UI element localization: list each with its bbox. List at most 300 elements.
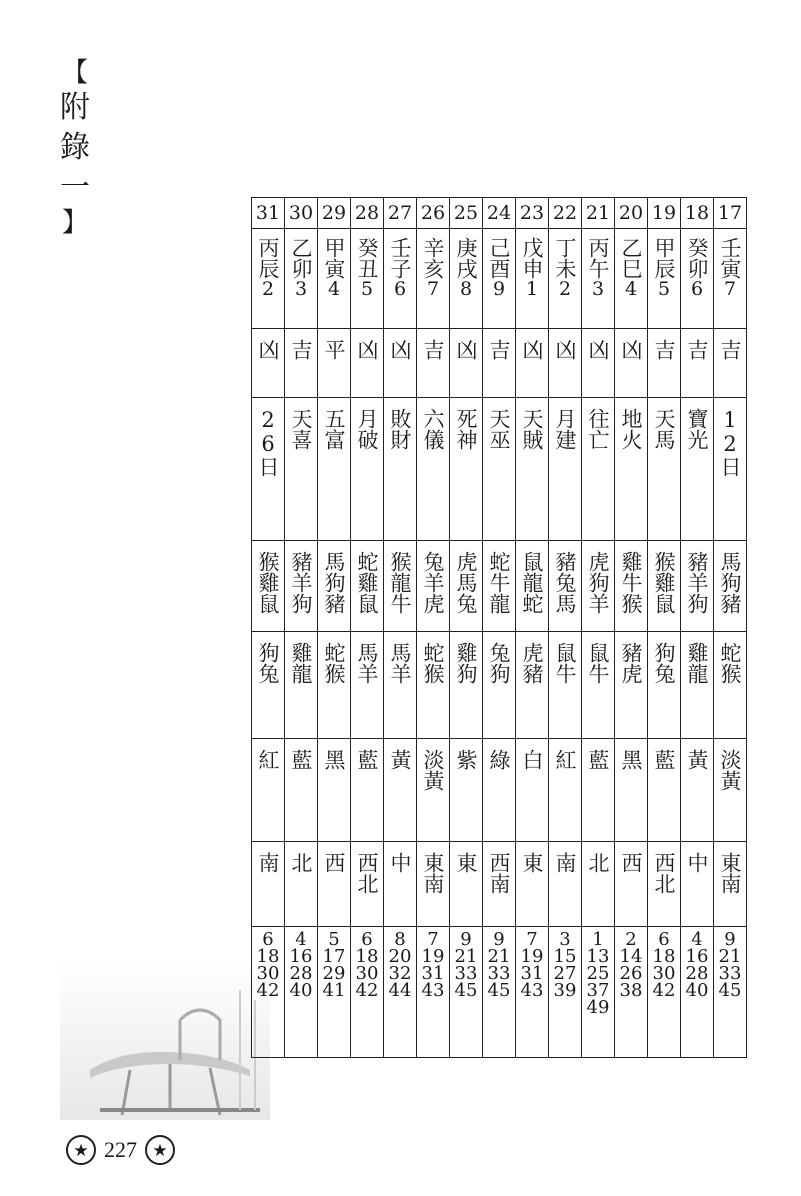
title-char-fu: 附	[60, 90, 90, 125]
numbers-cell	[252, 927, 285, 1058]
ganzhi-cell	[615, 229, 648, 329]
deity-cell	[252, 398, 285, 541]
lucky-number: 16	[289, 946, 313, 967]
zodiac-cell	[714, 541, 747, 632]
zodiac-text: 雞龍	[685, 642, 709, 684]
zodiac-cell	[417, 541, 450, 632]
zodiac-cell	[681, 632, 714, 739]
deity-cell	[648, 398, 681, 541]
ganzhi-number: 6	[393, 278, 407, 300]
direction-cell	[516, 842, 549, 927]
day-number: 23	[519, 202, 545, 224]
day-cell	[351, 198, 384, 229]
lucky-number: 25	[586, 963, 610, 984]
ganzhi-text: 乙巳	[619, 237, 643, 279]
ganzhi-number: 5	[657, 278, 671, 300]
zodiac-text: 猴雞鼠	[256, 551, 280, 614]
deity-text: 月建	[553, 408, 577, 450]
direction-text: 中	[685, 852, 709, 873]
day-cell	[252, 198, 285, 229]
color-cell	[450, 739, 483, 842]
color-text: 黃	[685, 749, 709, 770]
lucky-number: 13	[586, 946, 610, 967]
lucky-number: 29	[322, 963, 346, 984]
deity-cell	[582, 398, 615, 541]
numbers-cell	[582, 927, 615, 1058]
lucky-number: 21	[718, 946, 742, 967]
zodiac-text: 馬羊	[388, 642, 412, 684]
lucky-number: 18	[652, 946, 676, 967]
deity-text: 天巫	[487, 408, 511, 450]
fortune-text: 凶	[256, 339, 280, 360]
zodiac-text: 馬狗豬	[322, 551, 346, 614]
deity-cell	[318, 398, 351, 541]
ganzhi-cell	[516, 229, 549, 329]
ganzhi-number: 9	[492, 278, 506, 300]
day-number: 31	[255, 202, 281, 224]
numbers-cell	[681, 927, 714, 1058]
lucky-number: 4	[295, 929, 307, 950]
fortune-text: 凶	[388, 339, 412, 360]
page-footer	[66, 1134, 175, 1166]
color-text: 藍	[652, 749, 676, 770]
direction-cell	[648, 842, 681, 927]
lucky-number: 4	[691, 929, 703, 950]
day-cell	[681, 198, 714, 229]
day-cell	[384, 198, 417, 229]
deity-cell	[285, 398, 318, 541]
zodiac-text: 雞狗	[454, 642, 478, 684]
day-number: 29	[321, 202, 347, 224]
day-number: 22	[552, 202, 578, 224]
ganzhi-cell	[285, 229, 318, 329]
color-cell	[714, 739, 747, 842]
zodiac-text: 雞龍	[289, 642, 313, 684]
lucky-number: 32	[388, 963, 412, 984]
direction-cell	[351, 842, 384, 927]
ganzhi-cell	[582, 229, 615, 329]
lucky-number: 3	[559, 929, 571, 950]
zodiac-cell	[582, 632, 615, 739]
title-char-lu: 錄	[60, 130, 90, 165]
direction-text: 東南	[718, 852, 742, 894]
lucky-number: 15	[553, 946, 577, 967]
day-number: 27	[387, 202, 413, 224]
ganzhi-text: 辛亥	[421, 237, 445, 279]
day-number: 19	[651, 202, 677, 224]
direction-cell	[549, 842, 582, 927]
day-cell	[648, 198, 681, 229]
lucky-number: 31	[421, 963, 445, 984]
lucky-number: 9	[724, 929, 736, 950]
direction-cell	[285, 842, 318, 927]
zodiac-text: 馬狗豬	[718, 551, 742, 614]
deity-cell	[483, 398, 516, 541]
lucky-number: 28	[685, 963, 709, 984]
color-cell	[384, 739, 417, 842]
zodiac-cell	[582, 541, 615, 632]
fortune-text: 吉	[487, 339, 511, 360]
ganzhi-text: 甲寅	[322, 237, 346, 279]
color-text: 白	[520, 749, 544, 770]
lucky-number: 45	[718, 980, 742, 1001]
fortune-cell	[681, 329, 714, 398]
zodiac-cell	[450, 541, 483, 632]
lucky-number: 19	[421, 946, 445, 967]
fortune-text: 凶	[586, 339, 610, 360]
day-number-row	[252, 198, 747, 229]
ganzhi-text: 癸卯	[685, 237, 709, 279]
deity-text: 往亡	[586, 408, 610, 450]
deity-cell	[714, 398, 747, 541]
direction-row	[252, 842, 747, 927]
color-cell	[648, 739, 681, 842]
numbers-cell	[648, 927, 681, 1058]
numbers-cell	[615, 927, 648, 1058]
fortune-cell	[549, 329, 582, 398]
ganzhi-cell	[549, 229, 582, 329]
ganzhi-cell	[318, 229, 351, 329]
color-cell	[516, 739, 549, 842]
lucky-number: 6	[658, 929, 670, 950]
direction-text: 南	[256, 852, 280, 873]
star-icon: ★	[145, 1135, 175, 1165]
deity-text: 月破	[355, 408, 379, 450]
color-text: 綠	[487, 749, 511, 770]
deity-cell	[384, 398, 417, 541]
direction-text: 北	[289, 852, 313, 873]
deity-text: 天馬	[652, 408, 676, 450]
zodiac-text: 猴雞鼠	[652, 551, 676, 614]
numbers-cell	[549, 927, 582, 1058]
direction-text: 西	[322, 852, 346, 873]
color-text: 黑	[322, 749, 346, 770]
lucky-number: 6	[361, 929, 373, 950]
lucky-number: 1	[592, 929, 604, 950]
color-text: 黑	[619, 749, 643, 770]
color-text: 淡黃	[421, 749, 445, 791]
fortune-cell	[285, 329, 318, 398]
day-number: 20	[618, 202, 644, 224]
lucky-number: 43	[520, 980, 544, 1001]
star-icon: ★	[66, 1135, 96, 1165]
zodiac-cell	[252, 632, 285, 739]
lucky-number: 9	[493, 929, 505, 950]
deity-text: 天喜	[289, 408, 313, 450]
ganzhi-text: 壬寅	[718, 237, 742, 279]
numbers-cell	[384, 927, 417, 1058]
day-cell	[582, 198, 615, 229]
fortune-text: 吉	[421, 339, 445, 360]
direction-text: 中	[388, 852, 412, 873]
ganzhi-number: 4	[624, 278, 638, 300]
color-cell	[285, 739, 318, 842]
day-number: 17	[717, 202, 743, 224]
ganzhi-number: 6	[690, 278, 704, 300]
numbers-cell	[285, 927, 318, 1058]
color-cell	[252, 739, 285, 842]
zodiac-text: 蛇猴	[421, 642, 445, 684]
lucky-number: 16	[685, 946, 709, 967]
day-number: 30	[288, 202, 314, 224]
zodiac-cell	[285, 632, 318, 739]
day-cell	[417, 198, 450, 229]
zodiac-cell	[384, 632, 417, 739]
ganzhi-cell	[252, 229, 285, 329]
direction-text: 西北	[355, 852, 379, 894]
zodiac-cell	[351, 632, 384, 739]
fortune-row	[252, 329, 747, 398]
zodiac-cell	[417, 632, 450, 739]
fortune-text: 凶	[553, 339, 577, 360]
deity-text: 地火	[619, 408, 643, 450]
zodiac-cell	[483, 632, 516, 739]
color-cell	[417, 739, 450, 842]
lucky-number: 44	[388, 980, 412, 1001]
zodiac-text: 虎狗羊	[586, 551, 610, 614]
zodiac-cell	[516, 541, 549, 632]
lucky-number: 8	[394, 929, 406, 950]
lucky-number: 42	[652, 980, 676, 1001]
color-cell	[318, 739, 351, 842]
ganzhi-text: 庚戌	[454, 237, 478, 279]
direction-text: 南	[553, 852, 577, 873]
color-text: 黃	[388, 749, 412, 770]
direction-cell	[318, 842, 351, 927]
fortune-text: 凶	[520, 339, 544, 360]
day-number: 24	[486, 202, 512, 224]
zodiac-text: 猴龍牛	[388, 551, 412, 614]
fortune-cell	[450, 329, 483, 398]
zodiac-cell	[549, 541, 582, 632]
ganzhi-cell	[384, 229, 417, 329]
day-cell	[516, 198, 549, 229]
ganzhi-number: 2	[558, 278, 572, 300]
day-cell	[285, 198, 318, 229]
direction-cell	[582, 842, 615, 927]
fortune-text: 凶	[355, 339, 379, 360]
day-cell	[615, 198, 648, 229]
fortune-cell	[582, 329, 615, 398]
zodiac-text: 虎馬兔	[454, 551, 478, 614]
lucky-number: 28	[289, 963, 313, 984]
color-text: 淡黃	[718, 749, 742, 791]
cafe-scenery-illustration	[60, 960, 270, 1120]
direction-text: 東南	[421, 852, 445, 894]
zodiac-cell	[318, 632, 351, 739]
deity-text: 12日	[718, 408, 742, 477]
color-text: 紅	[256, 749, 280, 770]
deity-text: 天賊	[520, 408, 544, 450]
color-cell	[582, 739, 615, 842]
fortune-text: 吉	[718, 339, 742, 360]
title-char-yi: 一	[60, 170, 90, 205]
lucky-number: 33	[718, 963, 742, 984]
lucky-number: 20	[388, 946, 412, 967]
ganzhi-number: 4	[327, 278, 341, 300]
day-number: 26	[420, 202, 446, 224]
lucky-number: 40	[685, 980, 709, 1001]
deity-text: 敗財	[388, 408, 412, 450]
ganzhi-number: 3	[294, 278, 308, 300]
almanac-table	[251, 197, 747, 1058]
deity-text: 五富	[322, 408, 346, 450]
ganzhi-text: 乙卯	[289, 237, 313, 279]
fortune-cell	[714, 329, 747, 398]
fortune-text: 吉	[289, 339, 313, 360]
lucky-number: 9	[460, 929, 472, 950]
deity-cell	[549, 398, 582, 541]
fortune-cell	[615, 329, 648, 398]
deity-cell	[615, 398, 648, 541]
direction-text: 東	[520, 852, 544, 873]
fortune-cell	[318, 329, 351, 398]
zodiac-cell	[681, 541, 714, 632]
fortune-text: 凶	[454, 339, 478, 360]
zodiac-text: 兔羊虎	[421, 551, 445, 614]
lucky-number: 21	[487, 946, 511, 967]
zodiac-cell	[549, 632, 582, 739]
deity-row	[252, 398, 747, 541]
fortune-cell	[384, 329, 417, 398]
zodiac-text: 狗兔	[652, 642, 676, 684]
numbers-cell	[351, 927, 384, 1058]
lucky-number: 27	[553, 963, 577, 984]
title-bracket-open: 【	[61, 58, 88, 88]
ganzhi-text: 丙辰	[256, 237, 280, 279]
lucky-number: 14	[619, 946, 643, 967]
lucky-number: 33	[454, 963, 478, 984]
ganzhi-text: 甲辰	[652, 237, 676, 279]
day-number: 18	[684, 202, 710, 224]
ganzhi-cell	[648, 229, 681, 329]
direction-cell	[714, 842, 747, 927]
day-cell	[549, 198, 582, 229]
page-number: 227	[104, 1137, 137, 1162]
zodiac-cell	[615, 541, 648, 632]
ganzhi-cell	[417, 229, 450, 329]
ganzhi-text: 戊申	[520, 237, 544, 279]
zodiac-text: 蛇雞鼠	[355, 551, 379, 614]
day-number: 28	[354, 202, 380, 224]
fortune-cell	[417, 329, 450, 398]
zodiac-row-1	[252, 541, 747, 632]
zodiac-cell	[714, 632, 747, 739]
zodiac-text: 豬兔馬	[553, 551, 577, 614]
lucky-number: 30	[355, 963, 379, 984]
zodiac-text: 鼠龍蛇	[520, 551, 544, 614]
zodiac-cell	[318, 541, 351, 632]
direction-cell	[384, 842, 417, 927]
lucky-number: 45	[454, 980, 478, 1001]
zodiac-cell	[384, 541, 417, 632]
numbers-cell	[516, 927, 549, 1058]
lucky-number: 31	[520, 963, 544, 984]
ganzhi-number: 8	[459, 278, 473, 300]
ganzhi-cell	[351, 229, 384, 329]
ganzhi-cell	[483, 229, 516, 329]
ganzhi-cell	[681, 229, 714, 329]
color-text: 紫	[454, 749, 478, 770]
day-cell	[450, 198, 483, 229]
zodiac-cell	[648, 632, 681, 739]
zodiac-text: 雞牛猴	[619, 551, 643, 614]
zodiac-cell	[252, 541, 285, 632]
day-cell	[714, 198, 747, 229]
ganzhi-text: 壬子	[388, 237, 412, 279]
fortune-cell	[483, 329, 516, 398]
zodiac-text: 狗兔	[256, 642, 280, 684]
zodiac-cell	[351, 541, 384, 632]
lucky-number: 7	[427, 929, 439, 950]
zodiac-text: 兔狗	[487, 642, 511, 684]
lucky-number: 18	[355, 946, 379, 967]
lucky-numbers-row	[252, 927, 747, 1058]
direction-cell	[417, 842, 450, 927]
lucky-number: 45	[487, 980, 511, 1001]
lucky-number: 49	[586, 997, 610, 1018]
deity-cell	[417, 398, 450, 541]
direction-cell	[615, 842, 648, 927]
lucky-number: 41	[322, 980, 346, 1001]
lucky-number: 37	[586, 980, 610, 1001]
ganzhi-number: 2	[261, 278, 275, 300]
zodiac-text: 蛇猴	[322, 642, 346, 684]
lucky-number: 18	[256, 946, 280, 967]
direction-cell	[483, 842, 516, 927]
fortune-text: 吉	[652, 339, 676, 360]
zodiac-text: 豬羊狗	[685, 551, 709, 614]
direction-text: 北	[586, 852, 610, 873]
ganzhi-number: 7	[723, 278, 737, 300]
zodiac-cell	[615, 632, 648, 739]
deity-cell	[681, 398, 714, 541]
zodiac-text: 鼠牛	[586, 642, 610, 684]
deity-text: 死神	[454, 408, 478, 450]
zodiac-cell	[648, 541, 681, 632]
direction-cell	[252, 842, 285, 927]
zodiac-text: 虎豬	[520, 642, 544, 684]
color-cell	[615, 739, 648, 842]
zodiac-text: 鼠牛	[553, 642, 577, 684]
lucky-color-row	[252, 739, 747, 842]
lucky-number: 5	[328, 929, 340, 950]
lucky-number: 7	[526, 929, 538, 950]
fortune-cell	[516, 329, 549, 398]
zodiac-text: 蛇牛龍	[487, 551, 511, 614]
lucky-number: 33	[487, 963, 511, 984]
direction-text: 西北	[652, 852, 676, 894]
ganzhi-number: 5	[360, 278, 374, 300]
lucky-number: 2	[625, 929, 637, 950]
color-text: 藍	[355, 749, 379, 770]
fortune-text: 平	[322, 339, 346, 360]
fortune-text: 凶	[619, 339, 643, 360]
lucky-number: 17	[322, 946, 346, 967]
zodiac-cell	[450, 632, 483, 739]
lucky-number: 19	[520, 946, 544, 967]
zodiac-cell	[483, 541, 516, 632]
fortune-cell	[648, 329, 681, 398]
lucky-number: 42	[256, 980, 280, 1001]
day-cell	[318, 198, 351, 229]
day-number: 21	[585, 202, 611, 224]
lucky-number: 26	[619, 963, 643, 984]
zodiac-cell	[285, 541, 318, 632]
deity-cell	[516, 398, 549, 541]
ganzhi-text: 癸丑	[355, 237, 379, 279]
ganzhi-text: 丁未	[553, 237, 577, 279]
